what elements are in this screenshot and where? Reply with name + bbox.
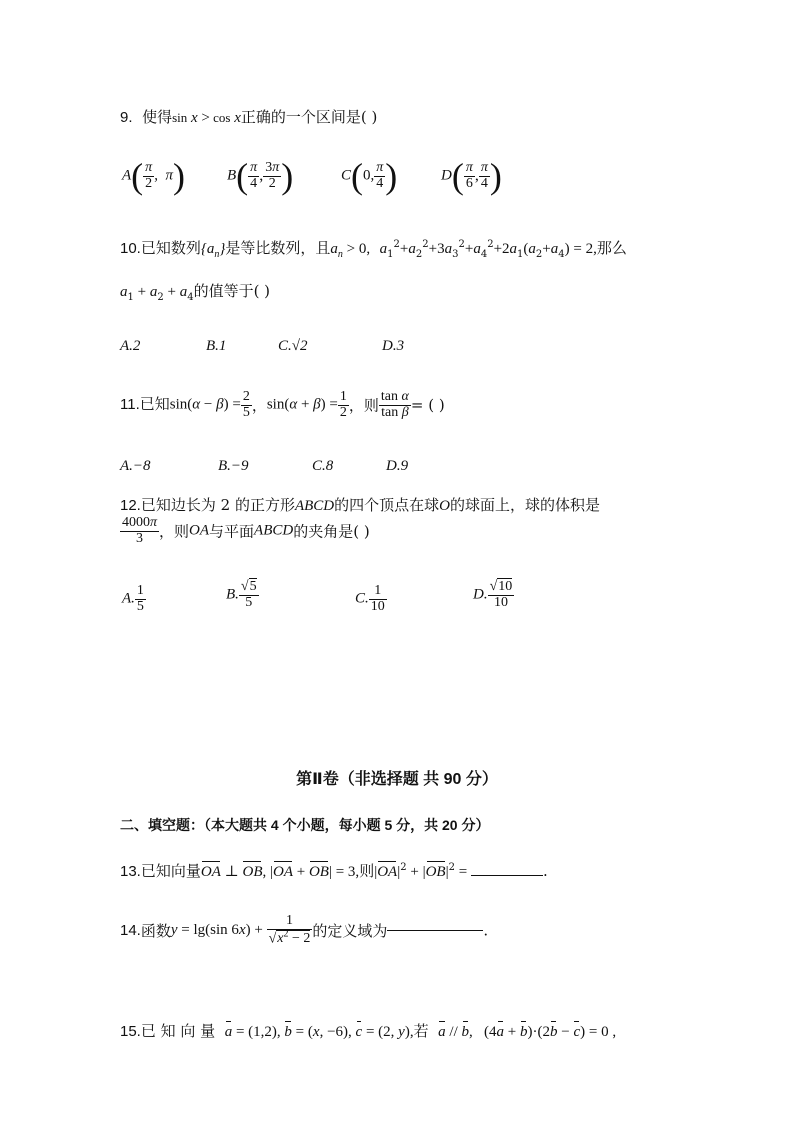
q12-option-d: D. $\frac{√10}{10}$ [473,579,513,610]
question-10: 10.已知数列$\{a_n\}$是等比数列，且$a_n > 0$, $a_1^2+a_2^2+3a_3^2+a_4^2+2a_1(a_2+a_4) = 2$,那么 [120,239,627,260]
question-12: 12.已知边长为 2 的正方形ABCD的四个顶点在球O的球面上，球的体积是 [120,496,600,514]
q12-option-b: B. $\frac{√5}{5}$ [226,579,257,610]
section-heading: 二、填空题：（本大题共 4 个小题，每小题 5 分，共 20 分） [120,817,490,833]
question-15: 15.已 知 向 量 a = (1,2), b = (x, −6), c = (2, y),若 a // b, (4a + b)·(2b − c) = 0 , [120,1022,617,1040]
q11-option-b: B.−9 [218,458,249,474]
q10-option-c: C.√2 [278,338,308,354]
question-10-line2: $a_1 + a_2 + a_4$的值等于( ) [120,282,271,303]
part-ii-title: 第Ⅱ卷（非选择题 共 90 分） [296,771,498,788]
q10-option-d: D.3 [382,338,405,354]
q9-option-b: B( $\frac{\pi}{4}$ , $\frac{3\pi}{2}$ ) [227,156,294,196]
question-13: 13.已知向量OA ⊥ OB, |OA + OB| = 3,则$|OA|^2 + |OB|^2$ = . [120,862,548,880]
question-14: 14.函数y = lg(sin 6x) + $\frac{1}{√x^2 - 2}$ 的定义域为 . [120,913,489,947]
q12-option-c: C. $\frac{1}{10}$ [355,583,385,614]
q9-option-d: D( $\frac{\pi}{6}$ , $\frac{\pi}{4}$ ) [441,156,502,196]
q11-option-c: C.8 [312,458,334,474]
q14-answer-blank[interactable] [387,930,483,931]
q9-text-post: 正确的一个区间是( ) [240,108,378,126]
q11-option-a: A.−8 [120,458,151,474]
q12-option-a: A. $\frac{1}{5}$ [122,583,144,614]
question-11: 11.已知sin(α − β) = $\frac{2}{5}$ ，sin(α + β) = $\frac{1}{2}$ ，则 $\frac{\text{tan α}}{\text{tan β}}$ = ( ) [120,389,445,420]
q9-number: 9. [120,109,133,126]
question-12-line2: $\frac{4000\pi}{3}$ ，则OA与平面ABCD的夹角是( ) [122,515,370,546]
q13-answer-blank[interactable] [471,875,543,876]
q10-option-b: B.1 [206,338,227,354]
q11-option-d: D.9 [386,458,409,474]
q9-option-a: A( $\frac{\pi}{2}$ , π) [122,156,185,196]
q9-option-c: C(0, $\frac{\pi}{4}$ ) [341,156,398,196]
q9-text-pre: 使得 [142,108,173,126]
option-letter: A [122,167,132,184]
question-9: 9. 使得sin x > cos x正确的一个区间是( ) [120,108,378,126]
q10-option-a: A.2 [120,338,141,354]
